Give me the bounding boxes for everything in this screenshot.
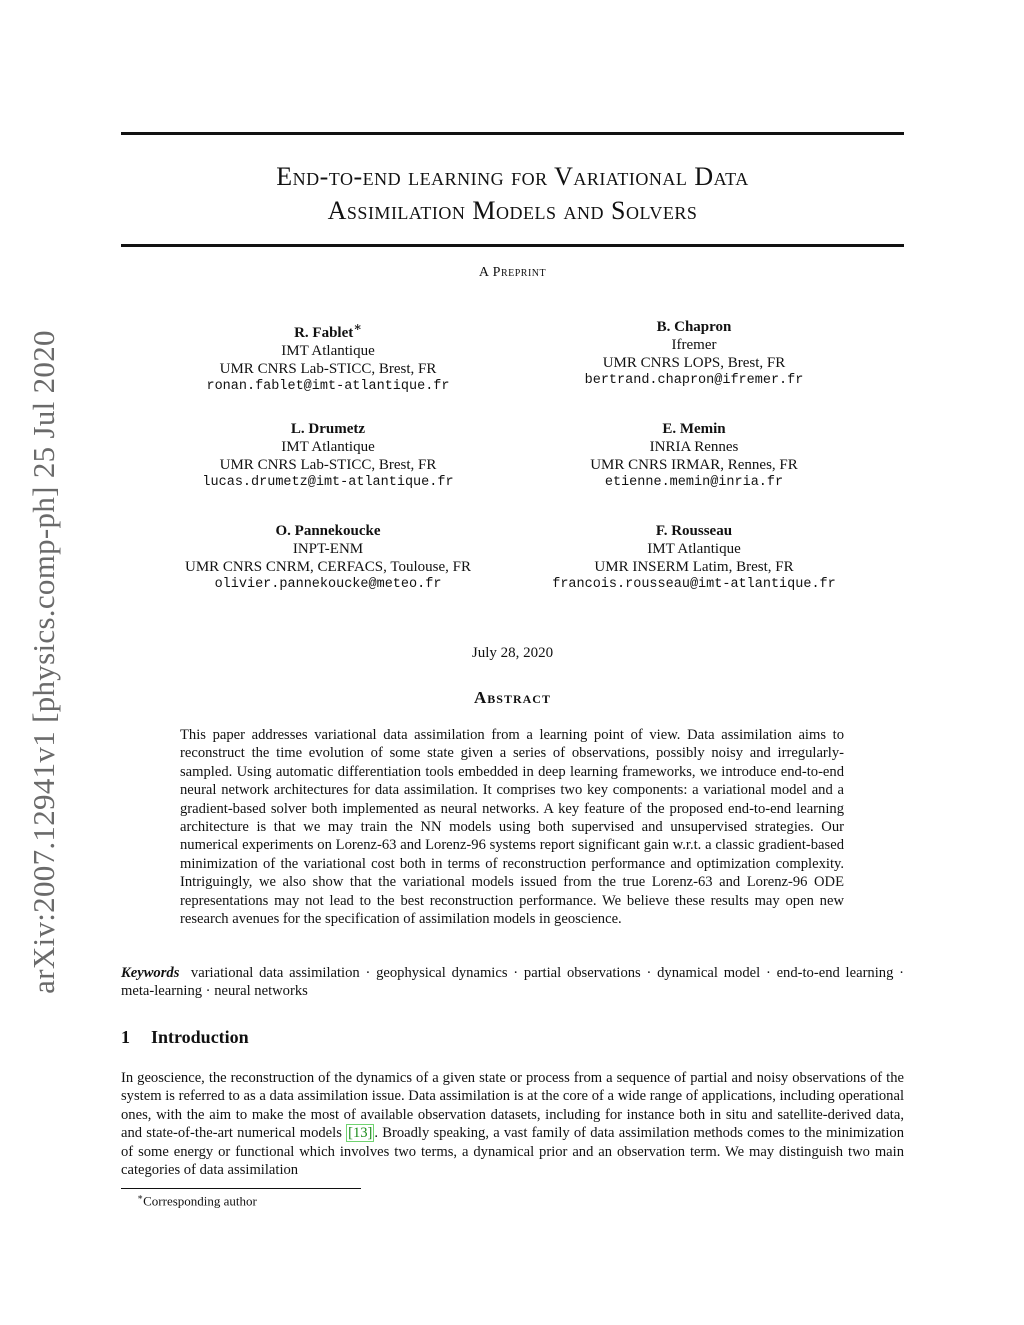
intro-text: . Broadly speaking, a vast family of data assimilation methods comes to the minimization of some energy or functional which involves two terms, a dynamical prior and an observation term. We may distinguish two main categories of data assimilation: [121, 1125, 904, 1179]
abstract-text: This paper addresses variational data assimilation from a learning point of view. Data assimilation aims to reconstruct the time evolution of some state given a series of observations, possibly noisy and irregularly-sampled. Using automatic differentiation tools embedded in deep learning frameworks, we introduce end-to-end neural network architectures for data assimilation. It comprises two key components: a variational model and a gradient-based solver both implemented as neural networks. A key feature of the proposed end-to-end learning architecture is that we may train the NN models using both supervised and unsupervised strategies. Our numerical experiments on Lorenz-63 and Lorenz-96 systems report significant gain w.r.t. a classic gradient-based minimization of the variational cost both in terms of reconstruction performance and optimization complexity. Intriguingly, we also show that the variational models issued from the true Lorenz-63 and Lorenz-96 ODE representations may not lead to the best reconstruction performance. We believe these results may open new research avenues for the specification of assimilation models in geoscience.: [180, 727, 844, 928]
section-number: 1: [121, 1027, 130, 1047]
author-affiliation: UMR CNRS IRMAR, Rennes, FR: [590, 457, 798, 473]
author-block: [158, 318, 498, 396]
author-email[interactable]: francois.rousseau@imt-atlantique.fr: [552, 577, 836, 592]
author-block: [158, 420, 498, 492]
title-rule-top: [121, 132, 904, 135]
section-title: Introduction: [151, 1027, 249, 1047]
author-affiliation: IMT Atlantique: [647, 541, 741, 557]
author-name: F. Rousseau: [655, 523, 733, 539]
title-rule-bottom: [121, 244, 904, 247]
author-email[interactable]: bertrand.chapron@ifremer.fr: [584, 373, 804, 388]
citation-link[interactable]: [13]: [348, 1125, 373, 1142]
preprint-label: A Preprint: [478, 265, 547, 280]
author-block: [524, 420, 864, 492]
author-block: [524, 522, 864, 594]
intro-paragraph: [121, 1069, 904, 1179]
author-block: [158, 522, 498, 594]
publication-date: July 28, 2020: [471, 645, 554, 661]
keywords-paragraph: [121, 964, 904, 1001]
author-affiliation: UMR INSERM Latim, Brest, FR: [594, 559, 794, 575]
author-name: B. Chapron: [656, 319, 732, 335]
arxiv-identifier: arXiv:2007.12941v1 [physics.comp-ph] 25 Jul 2020: [26, 330, 61, 994]
author-email[interactable]: lucas.drumetz@imt-atlantique.fr: [202, 475, 454, 490]
paper-title: [121, 160, 904, 228]
author-email[interactable]: olivier.pannekoucke@meteo.fr: [214, 577, 442, 592]
keywords-list: variational data assimilation · geophysical dynamics · partial observations · dynamical model · end-to-end learning · meta-learning · neural networks: [121, 965, 905, 1000]
footnote: [137, 1192, 257, 1209]
author-affiliation: UMR CNRS LOPS, Brest, FR: [602, 355, 786, 371]
author-name: O. Pannekoucke: [275, 523, 381, 539]
author-affiliation: Ifremer: [671, 337, 717, 353]
author-block: [524, 318, 864, 390]
footnote-mark: ∗: [137, 1192, 144, 1202]
author-name: R. Fablet∗: [294, 320, 362, 341]
abstract-heading: Abstract: [474, 688, 551, 707]
author-affiliation: UMR CNRS Lab-STICC, Brest, FR: [219, 457, 437, 473]
author-name: L. Drumetz: [290, 421, 366, 437]
section-heading: [121, 1027, 249, 1048]
author-email[interactable]: ronan.fablet@imt-atlantique.fr: [206, 379, 450, 394]
author-affiliation: INPT-ENM: [292, 541, 364, 557]
author-email[interactable]: etienne.memin@inria.fr: [604, 475, 784, 490]
author-affiliation: IMT Atlantique: [281, 439, 375, 455]
author-affiliation: INRIA Rennes: [649, 439, 739, 455]
footnote-rule: [121, 1188, 361, 1189]
title-line-2: Assimilation Models and Solvers: [327, 196, 698, 225]
intro-text: In geoscience, the reconstruction of the dynamics of a given state or process from a sequence of partial and noisy observations of the system is referred to as a data assimilation issue. Data assimilation is at the core of a wide range of applications, including operational ones, with the aim to make the most of available observation datasets, including for instance both in situ and satellite-derived data, and state-of-the-art numerical models: [121, 1070, 904, 1142]
author-affiliation: IMT Atlantique: [281, 343, 375, 359]
title-line-1: End-to-end learning for Variational Data: [276, 162, 749, 191]
keywords-label: Keywords: [121, 965, 180, 981]
footnote-text: Corresponding author: [143, 1193, 257, 1209]
footnote-mark: ∗: [353, 320, 362, 334]
author-name: E. Memin: [662, 421, 726, 437]
author-affiliation: UMR CNRS Lab-STICC, Brest, FR: [219, 361, 437, 377]
author-affiliation: UMR CNRS CNRM, CERFACS, Toulouse, FR: [185, 559, 471, 575]
